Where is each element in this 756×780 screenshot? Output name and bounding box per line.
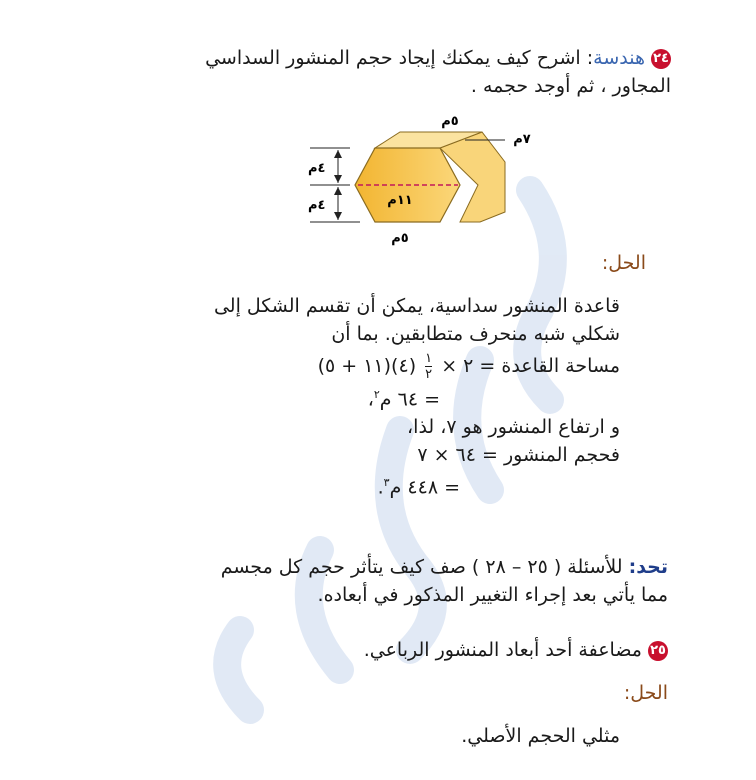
top-edge-label: ٥م xyxy=(441,114,459,129)
question-24 xyxy=(51,44,671,100)
hexagonal-prism-figure xyxy=(300,110,540,250)
solution-label: الحل: xyxy=(601,252,646,274)
lower-height-label: ٤م xyxy=(308,198,326,213)
question-number-badge: ٢٤ xyxy=(651,49,671,69)
question-text-line2: المجاور ، ثم أوجد حجمه . xyxy=(470,75,671,97)
base-area-equation xyxy=(40,352,620,381)
question-25 xyxy=(68,636,668,664)
area-suffix: (٤)(١١ + ٥) xyxy=(317,355,417,377)
challenge-section xyxy=(48,553,668,609)
volume-result: = ٤٤٨ م$^٣$. xyxy=(377,476,460,499)
area-prefix: مساحة القاعدة = ٢ × xyxy=(441,355,620,377)
challenge-line1: للأسئلة ( ٢٥ – ٢٨ ) صف كيف يتأثر حجم كل مجسم xyxy=(220,556,629,578)
area-result: = ٦٤ م$^٢$، xyxy=(367,388,440,411)
volume-equation: فحجم المنشور = ٦٤ × ٧ xyxy=(417,444,620,467)
solution-2-label: الحل: xyxy=(623,682,668,704)
prism-length-label: ٧م xyxy=(513,132,531,147)
question-number-badge: ٢٥ xyxy=(648,641,668,661)
question-25-text: مضاعفة أحد أبعاد المنشور الرباعي. xyxy=(363,639,642,661)
challenge-line2: مما يأتي بعد إجراء التغيير المذكور في أبعاده. xyxy=(317,584,668,606)
fraction-half: $\frac{١}{٢}$ xyxy=(425,351,433,382)
base-width-label: ١١م xyxy=(387,193,413,208)
solution-2-answer: مثلي الحجم الأصلي. xyxy=(461,725,620,747)
solution-line2: شكلي شبه منحرف متطابقين. بما أن xyxy=(331,323,620,345)
question-keyword: هندسة xyxy=(593,47,645,69)
upper-height-label: ٤م xyxy=(308,161,326,176)
prism-height-line: و ارتفاع المنشور هو ٧، لذا، xyxy=(407,416,620,439)
solution-line1: قاعدة المنشور سداسية، يمكن أن تقسم الشكل إلى xyxy=(213,295,620,317)
bottom-edge-label: ٥م xyxy=(391,231,409,246)
challenge-keyword: تحد: xyxy=(628,556,668,578)
question-text-line1: : اشرح كيف يمكنك إيجاد حجم المنشور السداسي xyxy=(205,47,594,69)
solution-body xyxy=(40,292,620,502)
